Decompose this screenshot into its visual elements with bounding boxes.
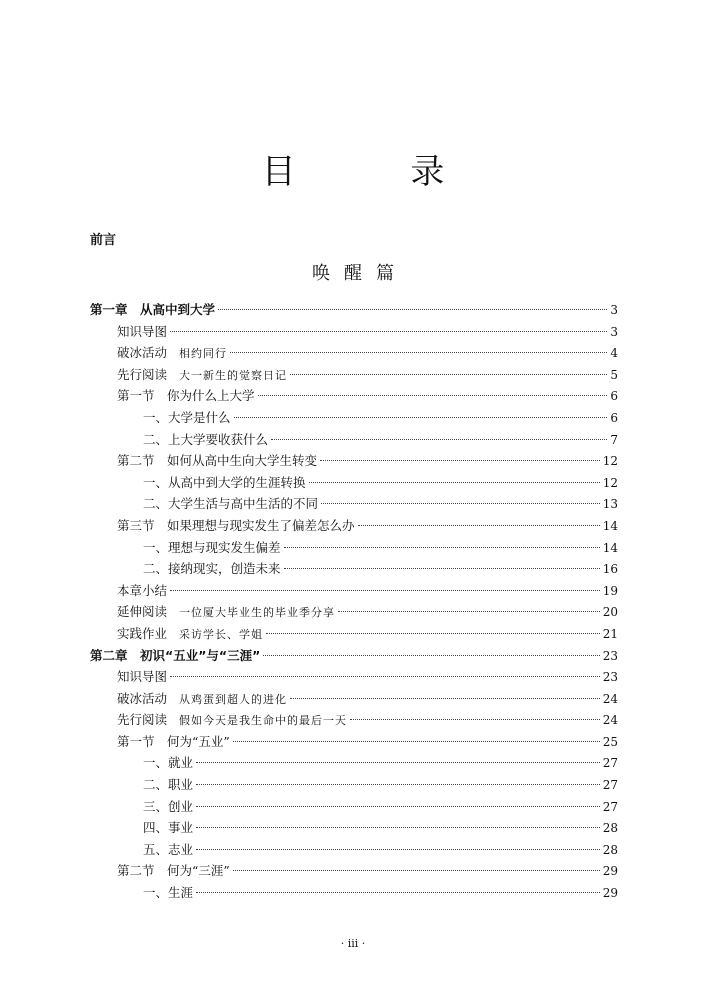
toc-entry [143,493,618,515]
toc-entry-label: 三、创业 [143,798,194,814]
toc-entry [143,752,618,774]
toc-entry-label: 一、理想与现实发生偏差 [143,539,281,555]
part-title: 唤醒篇 [312,263,408,284]
toc-entry-label: 实践作业 [117,625,168,641]
table-of-contents [0,299,706,904]
toc-entry-label: 二、职业 [143,777,194,793]
dot-leader [290,374,607,375]
dot-leader [233,741,600,742]
toc-entry-label: 本章小结 [117,582,168,598]
toc-entry-label: 第一章 从高中到大学 [90,302,216,317]
toc-entry [117,688,618,710]
toc-entry-label: 四、事业 [143,820,194,836]
toc-entry-label: 第二节 如何从高中生向大学生转变 [117,453,318,469]
toc-entry [143,429,618,451]
dot-leader [196,892,600,893]
page-number: · iii · [340,937,366,950]
dot-leader [170,676,600,677]
toc-entry-label: 破冰活动 [117,690,168,706]
toc-entry [117,709,618,731]
toc-entry [117,515,618,537]
toc-entry-label: 二、上大学要收获什么 [143,431,269,447]
dot-leader [358,525,600,526]
toc-entry [143,558,618,580]
toc-entry-subtitle: 从鸡蛋到超人的进化 [179,692,288,706]
toc-entry-label: 一、从高中到大学的生涯转换 [143,474,306,490]
toc-entry-label: 一、生涯 [143,885,194,901]
toc-entry-page: 5 [610,367,618,382]
toc-entry [143,817,618,839]
dot-leader [196,806,600,807]
dot-leader [309,482,600,483]
dot-leader [263,655,599,656]
dot-leader [218,309,607,310]
toc-entry [117,342,618,364]
dot-leader [321,503,600,504]
dot-leader [338,611,600,612]
toc-entry-page: 14 [602,518,618,533]
dot-leader [284,547,600,548]
toc-entry-subtitle: 相约同行 [179,347,228,361]
toc-entry-subtitle: 假如今天是我生命中的最后一天 [179,714,348,728]
toc-entry-page: 27 [602,756,618,771]
toc-entry-label: 二、大学生活与高中生活的不同 [143,496,319,512]
toc-entry-label: 第二节 何为“三涯” [117,863,230,879]
toc-entry-page: 29 [602,886,618,901]
toc-entry [143,839,618,861]
toc-entry-label: 知识导图 [117,669,168,685]
toc-entry [117,364,618,386]
toc-entry-page: 20 [602,605,618,620]
toc-entry-label: 先行阅读 [117,712,168,728]
dot-leader [196,762,600,763]
toc-entry [143,537,618,559]
toc-entry-page: 6 [610,410,618,425]
dot-leader [350,719,600,720]
toc-entry [143,796,618,818]
toc-entry-subtitle: 一位厦大毕业生的毕业季分享 [179,606,336,620]
toc-entry [117,601,618,623]
toc-entry-subtitle: 大一新生的觉察日记 [179,368,288,382]
toc-entry-page: 6 [610,389,618,404]
dot-leader [196,784,600,785]
dot-leader [258,395,608,396]
toc-entry-page: 3 [610,303,618,317]
toc-entry-page: 21 [602,626,618,641]
toc-entry-page: 3 [610,324,618,339]
dot-leader [196,849,600,850]
toc-entry-page: 23 [602,648,618,663]
toc-entry [90,299,618,321]
dot-leader [290,698,600,699]
toc-entry [117,450,618,472]
toc-entry-preface: 前言 [90,233,117,248]
dot-leader [230,352,607,353]
toc-entry-page: 29 [602,864,618,879]
toc-entry-page: 13 [602,497,618,512]
toc-entry-page: 23 [602,670,618,685]
toc-entry-label: 延伸阅读 [117,604,168,620]
toc-entry-page: 4 [610,346,618,361]
dot-leader [266,633,600,634]
dot-leader [271,439,607,440]
toc-entry [117,623,618,645]
dot-leader [284,568,600,569]
toc-entry [117,385,618,407]
toc-entry-label: 破冰活动 [117,345,168,361]
dot-leader [233,870,600,871]
dot-leader [196,827,600,828]
dot-leader [320,460,600,461]
toc-entry-label: 第一节 何为“五业” [117,733,230,749]
toc-entry [143,774,618,796]
toc-entry-label: 一、就业 [143,755,194,771]
toc-entry-page: 27 [602,799,618,814]
toc-entry [143,472,618,494]
toc-entry-page: 24 [602,691,618,706]
dot-leader [170,331,607,332]
toc-entry-page: 25 [602,734,618,749]
toc-entry-page: 19 [602,583,618,598]
toc-entry [117,666,618,688]
toc-entry-page: 12 [602,454,618,469]
toc-entry-label: 先行阅读 [117,366,168,382]
toc-entry-label: 二、接纳现实，创造未来 [143,561,281,577]
toc-entry [117,321,618,343]
toc-entry [117,860,618,882]
toc-entry [117,731,618,753]
toc-entry-page: 28 [602,821,618,836]
toc-entry-page: 7 [610,432,618,447]
toc-entry-label: 第一节 你为什么上大学 [117,388,255,404]
toc-entry-label: 第三节 如果理想与现实发生了偏差怎么办 [117,517,355,533]
toc-entry [117,580,618,602]
toc-entry-page: 12 [602,475,618,490]
toc-entry-label: 第二章 初识“五业”与“三涯” [90,647,261,663]
toc-entry-page: 28 [602,842,618,857]
page-title: 目 录 [261,152,497,192]
toc-entry-label: 知识导图 [117,323,168,339]
toc-entry [143,407,618,429]
dot-leader [234,417,608,418]
toc-entry-page: 24 [602,713,618,728]
toc-entry-label: 一、大学是什么 [143,409,231,425]
toc-entry [143,882,618,904]
dot-leader [170,590,600,591]
toc-entry-page: 16 [602,562,618,577]
toc-entry-label: 五、志业 [143,841,194,857]
toc-entry-subtitle: 采访学长、学姐 [179,627,264,641]
toc-entry-page: 14 [602,540,618,555]
toc-entry [90,645,618,667]
toc-entry-page: 27 [602,778,618,793]
